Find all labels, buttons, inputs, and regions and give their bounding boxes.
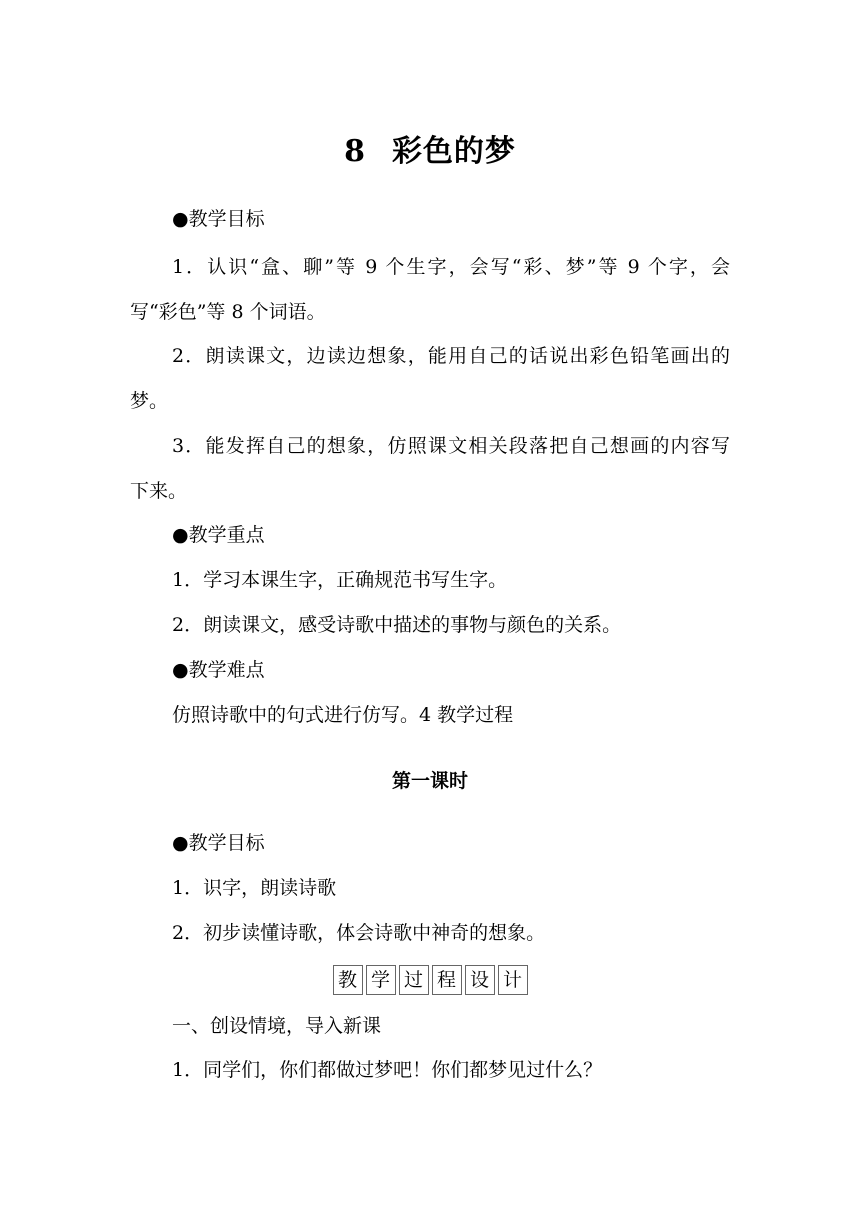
key-point-1: 1．学习本课生字，正确规范书写生字。 (172, 569, 508, 591)
banner-char: 设 (465, 965, 495, 995)
lesson-goal-2: 2．初步读懂诗歌，体会诗歌中神奇的想象。 (172, 922, 546, 944)
lesson-goal-1: 1．识字，朗读诗歌 (172, 877, 337, 899)
first-lesson-heading: 第一课时 (391, 770, 468, 792)
difficulty-heading: ●教学难点 (172, 659, 265, 681)
lesson-title: 彩色的梦 (391, 134, 516, 169)
goal-2-line-2: 梦。 (130, 390, 169, 412)
lesson-number: 8 (344, 134, 366, 169)
step-1-question-1: 1．同学们，你们都做过梦吧！你们都梦见过什么？ (172, 1059, 603, 1081)
banner-char: 教 (333, 965, 363, 995)
goal-1-line-2: 写“彩色”等 8 个词语。 (130, 301, 326, 323)
goal-1-line-1: 1．认识“盒、聊”等 9 个生字，会写“彩、梦”等 9 个字，会 (172, 256, 730, 278)
step-1-heading: 一、创设情境，导入新课 (172, 1015, 382, 1037)
goal-3-line-1: 3．能发挥自己的想象，仿照课文相关段落把自己想画的内容写 (172, 435, 730, 457)
banner-char: 程 (432, 965, 462, 995)
banner-char: 过 (399, 965, 429, 995)
goal-3-line-2: 下来。 (130, 480, 188, 502)
lesson-goals-heading: ●教学目标 (172, 832, 265, 854)
banner-char: 学 (366, 965, 396, 995)
goal-2-line-1: 2．朗读课文，边读边想象，能用自己的话说出彩色铅笔画出的 (172, 345, 730, 367)
difficulty-point-1: 仿照诗歌中的句式进行仿写。4 教学过程 (172, 704, 514, 726)
page-title (0, 130, 860, 174)
goals-heading: ●教学目标 (172, 208, 265, 230)
key-point-2: 2．朗读课文，感受诗歌中描述的事物与颜色的关系。 (172, 614, 622, 636)
teaching-process-design-banner (0, 965, 860, 995)
key-points-heading: ●教学重点 (172, 524, 265, 546)
banner-char: 计 (498, 965, 528, 995)
